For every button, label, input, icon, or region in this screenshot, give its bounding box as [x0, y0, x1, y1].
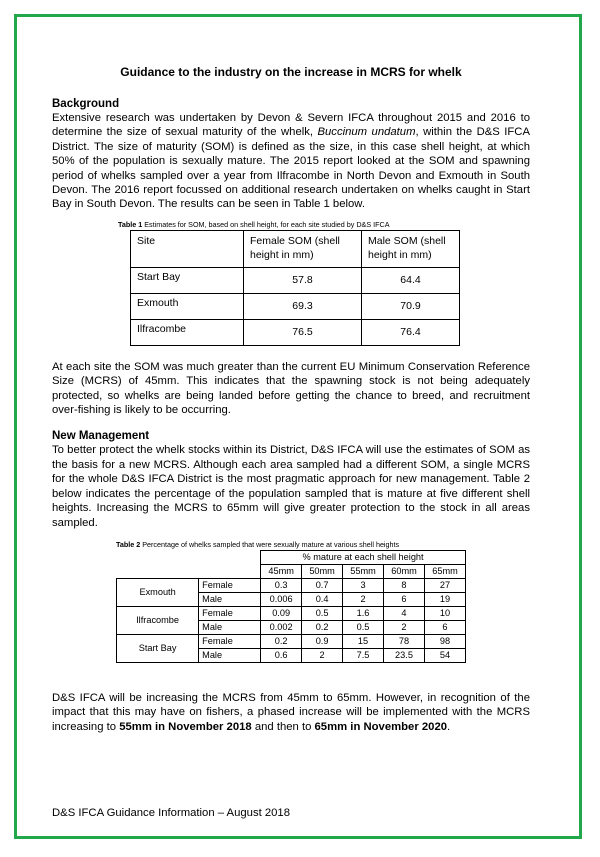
site-cell: Ilfracombe: [131, 319, 244, 345]
header-cell: Site: [131, 230, 244, 267]
value-cell: 57.8: [244, 267, 362, 293]
closing-end: .: [447, 720, 451, 733]
sex-cell: Male: [199, 592, 261, 606]
site-cell: Start Bay: [117, 634, 199, 662]
table-row: [131, 293, 460, 319]
sex-cell: Male: [199, 648, 261, 662]
value-cell: 0.5: [302, 606, 343, 620]
site-cell: Exmouth: [117, 578, 199, 606]
header-cell: Male SOM (shell height in mm): [362, 230, 460, 267]
value-cell: 0.4: [302, 592, 343, 606]
value-cell: 0.09: [261, 606, 302, 620]
table1-caption-text: Estimates for SOM, based on shell height, for each site studied by D&S IFCA: [142, 219, 390, 229]
new-management-paragraph: To better protect the whelk stocks within its District, D&S IFCA will use the estimates of SOM as the basis for a new MCRS. Although each area sampled had a different SOM, a single MCRS for the whole D&S IFCA District is the most pragmatic approach for new management. Table 2 below indicates the percentage of the population sampled that is mature at five different shell heights. Increasing the MCRS to 65mm will give greater protection to the stock in all areas sampled.: [52, 444, 530, 529]
header-cell: Female SOM (shell height in mm): [244, 230, 362, 267]
value-cell: 19: [424, 592, 465, 606]
maturity-table: [116, 550, 466, 663]
background-text-rest: , within the D&S IFCA District. The size of maturity (SOM) is defined as the size, in this case shell height, at which 50% of the population is sexually mature. The 2015 report looked at the SOM and spawning period of whelks sampled over a year from Ilfracombe in North Devon and Exmouth in South Devon. The 2016 report focussed on additional research undertaken on whelks caught in Start Bay in South Devon. The results can be seen in Table 1 below.: [52, 126, 530, 211]
table2-caption: [116, 540, 530, 549]
table-header-row: [131, 230, 460, 267]
value-cell: 15: [343, 634, 384, 648]
background-paragraph: [52, 111, 530, 212]
new-management-heading: New Management: [52, 430, 150, 443]
background-text: Extensive research was undertaken by Devon & Severn IFCA throughout 2015 and 2016 to determine the size of sexual maturity of the whelk,: [52, 112, 530, 139]
value-cell: 78: [384, 634, 425, 648]
document-footer: D&S IFCA Guidance Information – August 2018: [52, 807, 291, 819]
value-cell: 76.4: [362, 319, 460, 345]
table-group-header-row: [117, 550, 466, 564]
value-cell: 7.5: [343, 648, 384, 662]
table-row: [117, 606, 466, 620]
value-cell: 76.5: [244, 319, 362, 345]
value-cell: 0.6: [261, 648, 302, 662]
value-cell: 0.2: [302, 620, 343, 634]
background-heading: Background: [52, 98, 120, 110]
value-cell: 27: [424, 578, 465, 592]
value-cell: 3: [343, 578, 384, 592]
value-cell: 0.006: [261, 592, 302, 606]
size-header-cell: 55mm: [343, 564, 384, 578]
site-cell: Start Bay: [131, 267, 244, 293]
closing-text: D&S IFCA will be increasing the MCRS from 45mm to 65mm. However, in recognition of the impact that this may have on fishers, a phased increase will be implemented with the MCRS increasing to: [52, 691, 530, 733]
value-cell: 6: [424, 620, 465, 634]
closing-mid: and then to: [251, 720, 315, 733]
value-cell: 0.3: [261, 578, 302, 592]
table-row: [131, 319, 460, 345]
size-header-cell: 45mm: [261, 564, 302, 578]
value-cell: 1.6: [343, 606, 384, 620]
sex-cell: Female: [199, 634, 261, 648]
value-cell: 6: [384, 592, 425, 606]
value-cell: 0.9: [302, 634, 343, 648]
sex-cell: Male: [199, 620, 261, 634]
group-header-cell: % mature at each shell height: [261, 550, 466, 564]
sex-cell: Female: [199, 578, 261, 592]
value-cell: 0.5: [343, 620, 384, 634]
value-cell: 0.2: [261, 634, 302, 648]
value-cell: 2: [384, 620, 425, 634]
value-cell: 0.7: [302, 578, 343, 592]
table2-caption-label: Table 2: [116, 539, 141, 549]
value-cell: 64.4: [362, 267, 460, 293]
site-cell: Ilfracombe: [117, 606, 199, 634]
document-body: [52, 60, 530, 734]
document-title: Guidance to the industry on the increase in MCRS for whelk: [120, 65, 462, 79]
value-cell: 70.9: [362, 293, 460, 319]
table1-caption-label: Table 1: [118, 219, 143, 229]
sex-cell: Female: [199, 606, 261, 620]
value-cell: 2: [302, 648, 343, 662]
table-row: [117, 578, 466, 592]
species-name: Buccinum undatum: [317, 126, 416, 139]
value-cell: 23.5: [384, 648, 425, 662]
size-header-cell: 50mm: [302, 564, 343, 578]
value-cell: 0.002: [261, 620, 302, 634]
value-cell: 10: [424, 606, 465, 620]
value-cell: 8: [384, 578, 425, 592]
value-cell: 4: [384, 606, 425, 620]
value-cell: 69.3: [244, 293, 362, 319]
site-cell: Exmouth: [131, 293, 244, 319]
size-header-cell: 60mm: [384, 564, 425, 578]
som-table: [130, 230, 460, 346]
phase1-date: 55mm in November 2018: [119, 720, 252, 733]
table-row: [131, 267, 460, 293]
phase2-date: 65mm in November 2020: [314, 720, 448, 733]
blank-corner-cell: [117, 550, 261, 578]
table2-caption-text: Percentage of whelks sampled that were sexually mature at various shell heights: [140, 539, 400, 549]
value-cell: 54: [424, 648, 465, 662]
som-finding-paragraph: At each site the SOM was much greater than the current EU Minimum Conservation Reference Size (MCRS) of 45mm. This indicates that the spawning stock is not being adequately protected, so whelks are being landed before getting the chance to breed, and recruitment over-fishing is likely to be occurring.: [52, 360, 530, 417]
value-cell: 2: [343, 592, 384, 606]
size-header-cell: 65mm: [424, 564, 465, 578]
value-cell: 98: [424, 634, 465, 648]
closing-paragraph: [52, 691, 530, 734]
table-row: [117, 634, 466, 648]
table1-caption: [118, 220, 530, 229]
